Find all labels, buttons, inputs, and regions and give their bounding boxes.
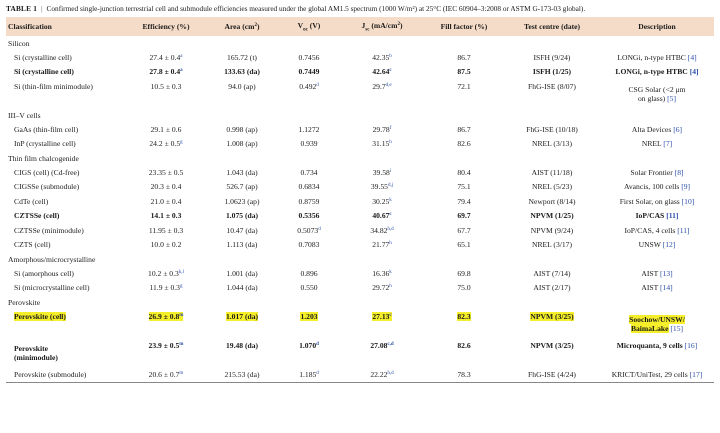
cell-voc: 0.5073$^d$ <box>297 225 321 235</box>
reference-link[interactable]: [13] <box>660 268 673 278</box>
table-row <box>6 50 714 65</box>
reference-link[interactable]: [4] <box>687 52 697 62</box>
cell-jsc: 34.82$^{h,d}$ <box>370 225 394 235</box>
cell-jsc: 27.08$^{c,d}$ <box>370 341 394 350</box>
cell-voc: 1.1272 <box>298 124 320 134</box>
cell-description: IoP/CAS, 4 cells [11] <box>624 225 690 235</box>
cell-classification: Si (crystalline cell) <box>14 52 72 62</box>
col-header-classification: Classification <box>6 17 126 36</box>
table-row <box>6 180 714 195</box>
cell-description: CSG Solar (<2 μm on glass) [5] <box>628 84 686 103</box>
cell-classification: CZTS (cell) <box>14 240 51 250</box>
reference-link[interactable]: [16] <box>684 341 698 350</box>
cell-voc: 1.185$^d$ <box>278 367 340 382</box>
cell-description: AIST [13] <box>641 268 673 278</box>
table-row <box>6 281 714 296</box>
cell-test-centre: NREL (3/13) <box>531 139 572 149</box>
col-header-fill-factor: Fill factor (%) <box>424 17 504 36</box>
cell-area: 1.017 (da) <box>225 312 259 321</box>
cell-test-centre: NREL (5/23) <box>531 182 572 192</box>
cell-fill-factor: 75.0 <box>457 283 471 293</box>
cell-jsc: 29.78$^f$ <box>372 124 392 134</box>
caption-separator: | <box>41 4 43 13</box>
cell-test-centre: FhG-ISE (8/07) <box>528 82 576 91</box>
cell-voc: 0.492$^d$ <box>299 82 319 91</box>
cell-efficiency: 11.9 ± 0.3$^g$ <box>149 283 183 293</box>
cell-area: 1.008 (ap) <box>226 139 258 149</box>
table-row <box>6 79 714 108</box>
efficiency-table <box>6 17 714 383</box>
cell-efficiency: $26.9 \pm 0.8^m$ <box>148 312 184 321</box>
reference-link[interactable]: [11] <box>677 225 690 235</box>
cell-area: 1.043 (da) <box>226 167 258 177</box>
cell-jsc: 39.58$^i$ <box>372 167 392 177</box>
section-label: III–V cells <box>8 110 41 120</box>
cell-jsc: 16.36$^k$ <box>372 268 392 278</box>
cell-efficiency: $23.9 \pm 0.5^m$ <box>148 341 184 350</box>
cell-efficiency: 14.1 ± 0.3 <box>150 211 182 221</box>
section-row <box>6 295 714 309</box>
cell-voc: 0.6834 <box>298 182 320 192</box>
cell-description: Microquanta, 9 cells [16] <box>616 341 698 350</box>
cell-voc: 0.7456 <box>298 52 320 62</box>
table-row <box>6 338 714 367</box>
cell-jsc: 29.7$^{d,e}$ <box>372 82 392 91</box>
cell-efficiency: 27.4 ± 0.4$^a$ <box>149 52 183 62</box>
cell-jsc: 31.15$^h$ <box>372 139 392 149</box>
cell-jsc: 42.64$^c$ <box>372 67 392 77</box>
cell-fill-factor: 65.1 <box>457 240 471 250</box>
cell-test-centre: NREL (3/17) <box>531 240 572 250</box>
cell-test-centre: AIST (7/14) <box>533 268 571 278</box>
table-row <box>6 223 714 238</box>
reference-link[interactable]: [6] <box>673 124 683 134</box>
cell-test-centre: AIST (2/17) <box>533 283 571 293</box>
cell-voc: 0.939 <box>300 139 318 149</box>
reference-link[interactable]: [4] <box>689 67 699 77</box>
cell-classification: Si (microcrystalline cell) <box>14 283 90 293</box>
cell-fill-factor: 79.4 <box>457 196 471 206</box>
cell-area: 165.72 (t) <box>227 52 257 62</box>
cell-description: LONGi, n-type HTBC [4] <box>617 52 697 62</box>
cell-description: AIST [14] <box>641 283 673 293</box>
cell-test-centre: ISFH (9/24) <box>533 52 571 62</box>
cell-classification: Si (thin-film minimodule) <box>14 82 93 91</box>
col-header-efficiency: Efficiency (%) <box>126 17 206 36</box>
section-row <box>6 151 714 165</box>
cell-jsc: 39.55$^{d,j}$ <box>370 182 394 192</box>
cell-voc: 0.896 <box>300 268 318 278</box>
cell-test-centre: NPVM (3/25) <box>530 341 574 350</box>
cell-classification: CZTSSe (minimodule) <box>14 225 84 235</box>
cell-voc: 0.7083 <box>298 240 320 250</box>
cell-fill-factor: 87.5 <box>457 67 471 77</box>
cell-classification: Si (amorphous cell) <box>14 268 74 278</box>
reference-link[interactable]: [15] <box>670 323 684 333</box>
reference-link[interactable]: [11] <box>666 211 679 221</box>
cell-description: First Solar, on glass [10] <box>619 196 695 206</box>
header-row <box>6 17 714 36</box>
cell-area: 10.47 (da) <box>226 225 258 235</box>
cell-classification: Perovskite (submodule) <box>6 367 126 382</box>
cell-voc: 0.5356 <box>298 211 320 221</box>
cell-voc: 1.203 <box>300 312 318 321</box>
cell-description: IoP/CAS [11] <box>635 211 679 221</box>
cell-fill-factor: 75.1 <box>457 182 471 192</box>
cell-area: 133.63 (da) <box>224 67 260 77</box>
cell-classification: CdTe (cell) <box>14 196 49 206</box>
cell-classification: InP (crystalline cell) <box>14 139 76 149</box>
cell-area: 19.48 (da) <box>225 341 259 350</box>
cell-fill-factor: 82.6 <box>457 341 471 350</box>
cell-efficiency: 21.0 ± 0.4 <box>150 196 182 206</box>
cell-efficiency: 27.8 ± 0.4$^a$ <box>149 67 183 77</box>
cell-test-centre: NPVM (1/25) <box>530 211 574 221</box>
col-header-jsc: $J_{sc}$ $(mA/cm^2)$ <box>340 17 424 36</box>
cell-test-centre: ISFH (1/25) <box>532 67 572 77</box>
table-row <box>6 122 714 137</box>
cell-fill-factor: 82.3 <box>457 312 471 321</box>
section-label: Silicon <box>8 38 30 48</box>
cell-efficiency: $20.6 \pm 0.7^m$ <box>126 367 206 382</box>
cell-efficiency: 10.0 ± 0.2 <box>150 240 182 250</box>
col-header-voc: $V_{oc}$ (V) <box>278 17 340 36</box>
cell-efficiency: 24.2 ± 0.5$^g$ <box>149 139 183 149</box>
cell-classification: Perovskite (minimodule) <box>14 343 58 362</box>
cell-classification: CIGS (cell) (Cd-free) <box>14 167 80 177</box>
table-label: TABLE 1 <box>6 4 38 13</box>
cell-area: 526.7 (ap) <box>226 182 258 192</box>
cell-efficiency: 11.95 ± 0.3 <box>148 225 184 235</box>
section-row <box>6 36 714 50</box>
cell-area: 1.044 (da) <box>226 283 258 293</box>
cell-classification: Perovskite (cell) <box>14 312 66 321</box>
reference-link[interactable]: [12] <box>662 240 676 250</box>
col-header-description: Description <box>600 17 714 36</box>
reference-link[interactable]: [7] <box>663 139 673 149</box>
reference-link[interactable]: [5] <box>667 93 676 103</box>
cell-fill-factor: 86.7 <box>457 52 471 62</box>
cell-voc: 0.734 <box>300 167 318 177</box>
cell-classification: Si (crystalline cell) <box>14 67 74 77</box>
reference-link[interactable]: [10] <box>681 196 695 206</box>
col-header-area: Area $(cm^2)$ <box>206 17 278 36</box>
cell-description: Soochow/UNSW/ BaimaLake [15] <box>629 314 685 333</box>
cell-jsc: 42.35$^b$ <box>372 52 392 62</box>
table-row <box>6 194 714 209</box>
cell-test-centre: FhG-ISE (4/24) <box>504 367 600 382</box>
reference-link[interactable]: [14] <box>660 283 673 293</box>
cell-description: LONGi, n-type HTBC [4] <box>615 67 699 77</box>
table-row <box>6 238 714 253</box>
table-row <box>6 367 714 382</box>
cell-efficiency: $10.2 \pm 0.3^{k,l}$ <box>148 268 184 278</box>
cell-fill-factor: 80.4 <box>457 167 471 177</box>
cell-jsc: 21.77$^h$ <box>372 240 392 250</box>
cell-fill-factor: 69.7 <box>457 211 471 221</box>
table-row <box>6 266 714 281</box>
cell-efficiency: 23.35 ± 0.5 <box>148 167 184 177</box>
cell-classification: GaAs (thin-film cell) <box>14 124 79 134</box>
section-row <box>6 108 714 122</box>
cell-area: 215.53 (da) <box>206 367 278 382</box>
table-row <box>6 65 714 80</box>
cell-area: 0.998 (ap) <box>226 124 258 134</box>
cell-description: NREL [7] <box>641 139 673 149</box>
reference-link[interactable]: [8] <box>674 167 684 177</box>
cell-efficiency: 10.5 ± 0.3 <box>150 82 182 91</box>
cell-voc: 0.7449 <box>298 67 320 77</box>
cell-area: 1.113 (da) <box>226 240 258 250</box>
section-label: Perovskite <box>8 297 41 307</box>
table-row <box>6 309 714 338</box>
cell-description: Avancis, 100 cells [9] <box>623 182 691 192</box>
cell-test-centre: NPVM (9/24) <box>530 225 574 235</box>
reference-link[interactable]: [17] <box>689 369 703 379</box>
cell-description: Alta Devices [6] <box>631 124 683 134</box>
table-row <box>6 209 714 224</box>
cell-area: 1.0623 (ap) <box>224 196 260 206</box>
table-row <box>6 137 714 152</box>
cell-voc: 0.8759 <box>298 196 320 206</box>
cell-efficiency: 29.1 ± 0.6 <box>150 124 182 134</box>
cell-voc: 0.550 <box>300 283 318 293</box>
cell-fill-factor: 78.3 <box>424 367 504 382</box>
cell-fill-factor: 86.7 <box>457 124 471 134</box>
col-header-test-centre: Test centre (date) <box>504 17 600 36</box>
cell-test-centre: Newport (8/14) <box>528 196 576 206</box>
section-label: Thin film chalcogenide <box>8 153 79 163</box>
cell-jsc: 40.67$^c$ <box>372 211 392 221</box>
reference-link[interactable]: [9] <box>681 182 691 192</box>
cell-fill-factor: 67.7 <box>457 225 471 235</box>
caption-text: Confirmed single-junction terrestrial cell and submodule efficiencies measured under the global AM1.5 spectrum (1000 W/m²) at 25°C (IEC 60904–3:2008 or ASTM G-173-03 global). <box>46 4 586 13</box>
cell-test-centre: FhG-ISE (10/18) <box>526 124 578 134</box>
cell-voc: 1.070$^d$ <box>299 341 319 350</box>
cell-description: KRICT/UniTest, 29 cells [17] <box>600 367 714 382</box>
cell-area: 1.001 (da) <box>226 268 258 278</box>
cell-area: 94.0 (ap) <box>228 82 256 91</box>
cell-classification: CZTSSe (cell) <box>14 211 60 221</box>
cell-jsc: 27.13$^c$ <box>372 312 392 321</box>
cell-test-centre: NPVM (3/25) <box>530 312 574 321</box>
table-row <box>6 165 714 180</box>
cell-jsc: 30.25$^k$ <box>372 196 392 206</box>
cell-fill-factor: 72.1 <box>457 82 471 91</box>
cell-efficiency: 20.3 ± 0.4 <box>150 182 182 192</box>
cell-fill-factor: 82.6 <box>457 139 471 149</box>
cell-jsc: 22.22$^{h,d}$ <box>340 367 424 382</box>
cell-area: 1.075 (da) <box>225 211 259 221</box>
cell-description: Solar Frontier [8] <box>630 167 684 177</box>
cell-test-centre: AIST (11/18) <box>531 167 573 177</box>
cell-jsc: 29.72$^h$ <box>372 283 392 293</box>
cell-description: UNSW [12] <box>638 240 676 250</box>
section-label: Amorphous/microcrystalline <box>8 254 96 264</box>
cell-classification: CIGSSe (submodule) <box>14 182 80 192</box>
section-row <box>6 252 714 266</box>
cell-fill-factor: 69.8 <box>457 268 471 278</box>
table-caption <box>6 4 714 14</box>
